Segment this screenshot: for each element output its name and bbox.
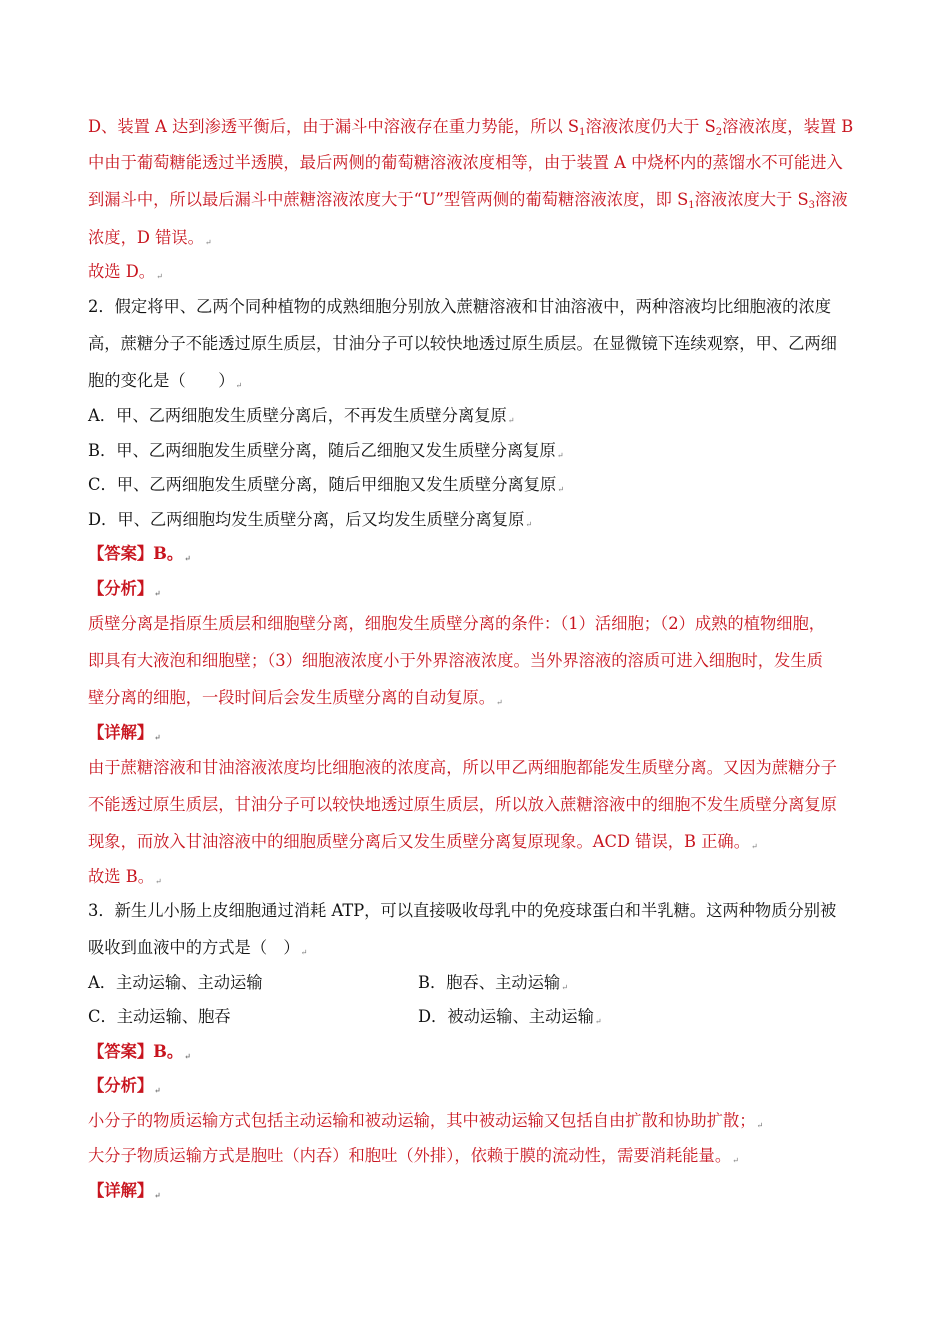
q2-option-c: C．甲、乙两细胞发生质壁分离，随后甲细胞又发生质壁分离复原↵ <box>88 475 565 494</box>
paragraph-mark-icon: ↵ <box>556 451 564 460</box>
d-explanation-line-1: D、装置 A 达到渗透平衡后，由于漏斗中溶液存在重力势能，所以 $S_1$溶液浓度仍大于 $S_2$溶液浓度，装置 B <box>88 117 854 138</box>
paragraph-mark-icon: ↵ <box>751 842 758 851</box>
paragraph-mark-icon: ↵ <box>235 381 243 390</box>
q2-answer: 【答案】B。↵ <box>88 544 191 563</box>
paragraph-mark-icon: ↵ <box>561 983 568 992</box>
q3-option-a: A．主动运输、主动运输 <box>88 973 263 992</box>
paragraph-mark-icon: ↵ <box>154 877 162 886</box>
q2-option-b: B．甲、乙两细胞发生质壁分离，随后乙细胞又发生质壁分离复原↵ <box>88 441 564 460</box>
d-explanation-line-2: 中由于葡萄糖能透过半透膜，最后两侧的葡萄糖溶液浓度相等，由于装置 A 中烧杯内的蒸馏水不可能进入 <box>88 153 843 172</box>
q2-option-a: A．甲、乙两细胞发生质壁分离后，不再发生质壁分离复原↵ <box>88 406 515 425</box>
paragraph-mark-icon: ↵ <box>154 732 161 742</box>
q3-analysis-label: 【分析】↵ <box>88 1076 161 1095</box>
q3-option-d: D．被动运输、主动运输↵ <box>418 1007 602 1026</box>
paragraph-mark-icon: ↵ <box>156 272 163 281</box>
paragraph-mark-icon: ↵ <box>154 588 161 598</box>
q2-detail-line-2: 不能透过原生质层，甘油分子可以较快地透过原生质层，所以放入蔗糖溶液中的细胞不发生质壁分离复原 <box>88 795 837 814</box>
paragraph-mark-icon: ↵ <box>184 553 191 563</box>
q2-stem-line-2: 高，蔗糖分子不能透过原生质层，甘油分子可以较快地透过原生质层。在显微镜下连续观察，甲、乙两细 <box>88 334 837 353</box>
paragraph-mark-icon: ↵ <box>154 1085 161 1095</box>
q3-analysis-line-1: 小分子的物质运输方式包括主动运输和被动运输，其中被动运输又包括自由扩散和协助扩散；↵ <box>88 1111 764 1130</box>
q2-detail-label: 【详解】↵ <box>88 723 161 742</box>
q2-choose-line: 故选 B。↵ <box>88 867 162 886</box>
paragraph-mark-icon: ↵ <box>525 520 533 529</box>
q2-detail-line-1: 由于蔗糖溶液和甘油溶液浓度均比细胞液的浓度高，所以甲乙两细胞都能发生质壁分离。又因为蔗糖分子 <box>88 758 837 777</box>
q3-analysis-line-2: 大分子物质运输方式是胞吐（内吞）和胞吐（外排），依赖于膜的流动性，需要消耗能量。↵ <box>88 1146 739 1165</box>
q3-stem-line-2: 吸收到血液中的方式是（ ）↵ <box>88 938 308 957</box>
q3-option-c: C．主动运输、胞吞 <box>88 1007 231 1026</box>
paragraph-mark-icon: ↵ <box>496 698 503 707</box>
q2-analysis-line-3: 壁分离的细胞，一段时间后会发生质壁分离的自动复原。↵ <box>88 688 503 707</box>
q3-detail-label: 【详解】↵ <box>88 1181 161 1200</box>
paragraph-mark-icon: ↵ <box>594 1017 602 1026</box>
d-explanation-line-4: 浓度，D 错误。↵ <box>88 228 212 247</box>
q2-option-d: D．甲、乙两细胞均发生质壁分离，后又均发生质壁分离复原↵ <box>88 510 533 529</box>
paragraph-mark-icon: ↵ <box>184 1051 191 1061</box>
paragraph-mark-icon: ↵ <box>732 1156 739 1165</box>
q2-analysis-line-2: 即具有大液泡和细胞壁；（3）细胞液浓度小于外界溶液浓度。当外界溶液的溶质可进入细胞时，发生质 <box>88 651 823 670</box>
q3-stem-line-1: 3．新生儿小肠上皮细胞通过消耗 ATP，可以直接吸收母乳中的免疫球蛋白和半乳糖。这两种物质分别被 <box>88 901 837 920</box>
q3-option-b: B．胞吞、主动运输↵ <box>418 973 568 992</box>
paragraph-mark-icon: ↵ <box>204 238 212 247</box>
paragraph-mark-icon: ↵ <box>507 416 515 425</box>
q2-analysis-line-1: 质壁分离是指原生质层和细胞壁分离，细胞发生质壁分离的条件：（1）活细胞；（2）成熟的植物细胞， <box>88 614 826 633</box>
paragraph-mark-icon: ↵ <box>154 1190 161 1200</box>
d-choose-line: 故选 D。↵ <box>88 262 163 281</box>
q2-analysis-label: 【分析】↵ <box>88 579 161 598</box>
q2-detail-line-3: 现象，而放入甘油溶液中的细胞质壁分离后又发生质壁分离复原现象。ACD 错误，B 正确。↵ <box>88 832 758 851</box>
paragraph-mark-icon: ↵ <box>756 1121 764 1130</box>
d-explanation-line-3: 到漏斗中，所以最后漏斗中蔗糖溶液浓度大于“U”型管两侧的葡萄糖溶液浓度，即 $S_1$溶液浓度大于 $S_3$溶液 <box>88 190 848 211</box>
q3-answer: 【答案】B。↵ <box>88 1042 191 1061</box>
paragraph-mark-icon: ↵ <box>300 948 308 957</box>
q2-stem-line-3: 胞的变化是（ ）↵ <box>88 371 243 390</box>
paragraph-mark-icon: ↵ <box>557 485 565 494</box>
q2-stem-line-1: 2．假定将甲、乙两个同种植物的成熟细胞分别放入蔗糖溶液和甘油溶液中，两种溶液均比细胞液的浓度 <box>88 297 832 316</box>
